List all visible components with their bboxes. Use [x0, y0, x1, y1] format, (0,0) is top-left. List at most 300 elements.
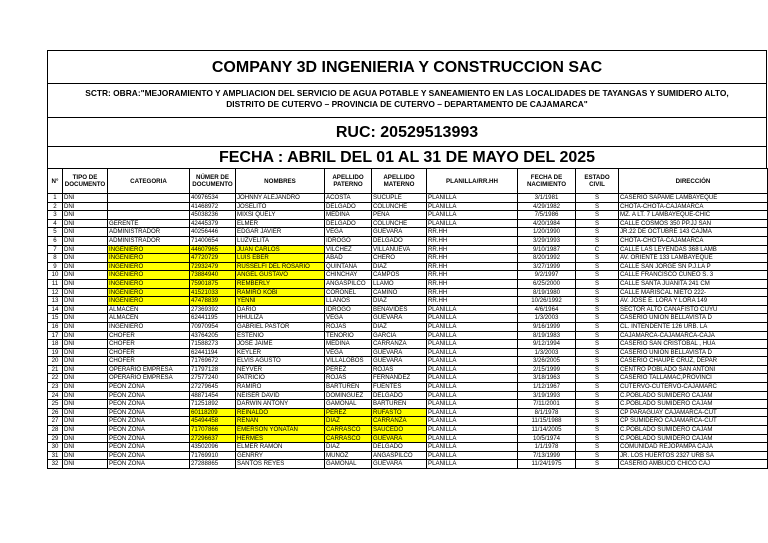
cell-first-names[interactable]: REMBERLY	[236, 279, 325, 288]
cell-civil-status[interactable]: S	[576, 194, 619, 203]
cell-first-names[interactable]: NEISER DAVID	[236, 391, 325, 400]
cell-address[interactable]: C.POBLADO SUMIDERO CAJAM	[619, 426, 768, 435]
cell-doc-type[interactable]: DNI	[63, 357, 108, 366]
cell-civil-status[interactable]: S	[576, 297, 619, 306]
cell-category[interactable]: CHOFER	[108, 357, 190, 366]
cell-address[interactable]: MZ. A LT. 7 LAMBAYEQUE-CHIC	[619, 211, 768, 220]
cell-birth-date[interactable]: 4/6/1964	[518, 305, 576, 314]
cell-address[interactable]: C.POBLADO SUMIDERO CAJAM	[619, 391, 768, 400]
cell-row-number[interactable]: 19	[48, 348, 63, 357]
cell-category[interactable]	[108, 194, 190, 203]
cell-row-number[interactable]: 32	[48, 460, 63, 469]
cell-doc-type[interactable]: DNI	[63, 331, 108, 340]
table-row[interactable]	[48, 202, 768, 211]
cell-civil-status[interactable]: S	[576, 348, 619, 357]
cell-doc-number[interactable]: 27296637	[190, 434, 236, 443]
cell-doc-type[interactable]: DNI	[63, 305, 108, 314]
cell-row-number[interactable]: 23	[48, 383, 63, 392]
cell-birth-date[interactable]: 9/2/1997	[518, 271, 576, 280]
cell-last-name-paternal[interactable]: GAMONAL	[325, 460, 372, 469]
cell-doc-number[interactable]: 71769672	[190, 357, 236, 366]
cell-first-names[interactable]: ELMER	[236, 219, 325, 228]
cell-birth-date[interactable]: 9/16/1999	[518, 322, 576, 331]
cell-payroll[interactable]: PLANILLA	[427, 451, 518, 460]
cell-birth-date[interactable]: 9/12/1994	[518, 340, 576, 349]
cell-address[interactable]: AV. JOSE E. LORA Y LORA 149	[619, 297, 768, 306]
cell-last-name-maternal[interactable]: BARTUREN	[372, 400, 427, 409]
cell-doc-number[interactable]: 71797128	[190, 365, 236, 374]
cell-category[interactable]: PEON ZONA	[108, 451, 190, 460]
cell-civil-status[interactable]: S	[576, 340, 619, 349]
cell-last-name-paternal[interactable]: CHINCHAY	[325, 271, 372, 280]
cell-last-name-maternal[interactable]: GARCIA	[372, 331, 427, 340]
cell-last-name-maternal[interactable]: GUEVARA	[372, 357, 427, 366]
cell-doc-type[interactable]: DNI	[63, 460, 108, 469]
cell-last-name-maternal[interactable]: CARRANZA	[372, 417, 427, 426]
cell-last-name-maternal[interactable]: CARRANZA	[372, 340, 427, 349]
cell-address[interactable]: JR.22 DE OCTUBRE 143 CAJMA	[619, 228, 768, 237]
cell-civil-status[interactable]: C	[576, 245, 619, 254]
cell-doc-number[interactable]: 72932479	[190, 262, 236, 271]
cell-category[interactable]: CHOFER	[108, 340, 190, 349]
cell-first-names[interactable]: ELVIS AGUSTO	[236, 357, 325, 366]
cell-last-name-maternal[interactable]: DIAZ	[372, 262, 427, 271]
col-header[interactable]: FECHA DE NACIMIENTO	[518, 169, 576, 194]
cell-payroll[interactable]: RR.HH	[427, 271, 518, 280]
table-row[interactable]	[48, 365, 768, 374]
cell-doc-type[interactable]: DNI	[63, 211, 108, 220]
cell-civil-status[interactable]: S	[576, 254, 619, 263]
cell-last-name-maternal[interactable]: VILLANUEVA	[372, 245, 427, 254]
cell-last-name-paternal[interactable]: ABAD	[325, 254, 372, 263]
cell-doc-number[interactable]: 40256446	[190, 228, 236, 237]
cell-civil-status[interactable]: S	[576, 331, 619, 340]
col-header[interactable]: N°	[48, 169, 63, 194]
cell-category[interactable]: PEON ZONA	[108, 426, 190, 435]
cell-payroll[interactable]: PLANILLA	[427, 365, 518, 374]
table-row[interactable]	[48, 434, 768, 443]
cell-row-number[interactable]: 25	[48, 400, 63, 409]
cell-last-name-maternal[interactable]: GUEVARA	[372, 460, 427, 469]
cell-address[interactable]: CASERIO TALLAMAC,PROVINCI	[619, 374, 768, 383]
table-row[interactable]	[48, 271, 768, 280]
cell-doc-type[interactable]: DNI	[63, 279, 108, 288]
cell-last-name-maternal[interactable]: COLUNCHE	[372, 219, 427, 228]
cell-birth-date[interactable]: 2/15/1999	[518, 365, 576, 374]
cell-address[interactable]: AV. ORIENTE 133 LAMBAYEQUE	[619, 254, 768, 263]
cell-last-name-paternal[interactable]: BARTUREN	[325, 383, 372, 392]
cell-first-names[interactable]: KEYLER	[236, 348, 325, 357]
table-row[interactable]	[48, 400, 768, 409]
cell-civil-status[interactable]: S	[576, 357, 619, 366]
cell-first-names[interactable]: GENRRY	[236, 451, 325, 460]
cell-last-name-paternal[interactable]: TENORIO	[325, 331, 372, 340]
cell-first-names[interactable]: RAMIRO	[236, 383, 325, 392]
cell-doc-type[interactable]: DNI	[63, 365, 108, 374]
cell-category[interactable]: ALMACEN	[108, 314, 190, 323]
cell-last-name-paternal[interactable]: ANGASPILCO	[325, 279, 372, 288]
cell-birth-date[interactable]: 4/20/1984	[518, 219, 576, 228]
cell-last-name-maternal[interactable]: FUENTES	[372, 383, 427, 392]
cell-first-names[interactable]: LUIS EBER	[236, 254, 325, 263]
cell-last-name-paternal[interactable]: DELGADO	[325, 219, 372, 228]
cell-doc-type[interactable]: DNI	[63, 297, 108, 306]
cell-last-name-paternal[interactable]: GAMONAL	[325, 400, 372, 409]
cell-category[interactable]: PEON ZONA	[108, 460, 190, 469]
cell-address[interactable]: CASERIO UNION BELLAVISTA D	[619, 348, 768, 357]
cell-doc-number[interactable]: 71251892	[190, 400, 236, 409]
cell-address[interactable]: CASERIO SAN CRISTOBAL , HUA	[619, 340, 768, 349]
cell-row-number[interactable]: 28	[48, 426, 63, 435]
cell-address[interactable]: COMUNIDAD REJOPAMPA CAJA	[619, 443, 768, 452]
cell-address[interactable]: CUTERVO-CUTERVO-CAJAMARC	[619, 383, 768, 392]
cell-doc-type[interactable]: DNI	[63, 374, 108, 383]
cell-address[interactable]: CASERIO AMBUCO CHICO CAJ	[619, 460, 768, 469]
table-row[interactable]	[48, 211, 768, 220]
cell-category[interactable]: PEON ZONA	[108, 408, 190, 417]
cell-civil-status[interactable]: S	[576, 434, 619, 443]
cell-payroll[interactable]: PLANILLA	[427, 202, 518, 211]
cell-first-names[interactable]: ESTENIO	[236, 331, 325, 340]
col-header[interactable]: NÚMER DE DOCUMENTO	[190, 169, 236, 194]
cell-last-name-paternal[interactable]: VEGA	[325, 348, 372, 357]
cell-first-names[interactable]: MIXSI QUELY	[236, 211, 325, 220]
cell-birth-date[interactable]: 4/29/1982	[518, 202, 576, 211]
cell-civil-status[interactable]: S	[576, 314, 619, 323]
cell-civil-status[interactable]: S	[576, 443, 619, 452]
cell-doc-type[interactable]: DNI	[63, 262, 108, 271]
cell-birth-date[interactable]: 3/27/1999	[518, 262, 576, 271]
cell-birth-date[interactable]: 1/3/2003	[518, 348, 576, 357]
cell-category[interactable]: PEON ZONA	[108, 391, 190, 400]
cell-row-number[interactable]: 31	[48, 451, 63, 460]
cell-doc-number[interactable]: 43502096	[190, 443, 236, 452]
table-row[interactable]	[48, 460, 768, 469]
table-row[interactable]	[48, 357, 768, 366]
cell-doc-number[interactable]: 62441194	[190, 348, 236, 357]
cell-payroll[interactable]: PLANILLA	[427, 340, 518, 349]
cell-last-name-paternal[interactable]: VEGA	[325, 228, 372, 237]
cell-payroll[interactable]: PLANILLA	[427, 460, 518, 469]
cell-category[interactable]	[108, 211, 190, 220]
cell-last-name-maternal[interactable]: RUFASTO	[372, 408, 427, 417]
col-header[interactable]: APELLIDO PATERNO	[325, 169, 372, 194]
table-row[interactable]	[48, 279, 768, 288]
cell-birth-date[interactable]: 9/10/1987	[518, 245, 576, 254]
cell-doc-number[interactable]: 47478839	[190, 297, 236, 306]
cell-category[interactable]: PEON ZONA	[108, 400, 190, 409]
cell-payroll[interactable]: PLANILLA	[427, 194, 518, 203]
table-row[interactable]	[48, 391, 768, 400]
cell-first-names[interactable]: HERMES	[236, 434, 325, 443]
cell-last-name-paternal[interactable]: DIAZ	[325, 443, 372, 452]
cell-first-names[interactable]: JOSE JAIME	[236, 340, 325, 349]
cell-payroll[interactable]: PLANILLA	[427, 391, 518, 400]
cell-address[interactable]: CASERIO SAPAME LAMBAYEQUE	[619, 194, 768, 203]
col-header[interactable]: CATEGORIA	[108, 169, 190, 194]
col-header[interactable]: APELLIDO MATERNO	[372, 169, 427, 194]
cell-civil-status[interactable]: S	[576, 219, 619, 228]
cell-birth-date[interactable]: 3/29/1993	[518, 236, 576, 245]
cell-category[interactable]: INGENIERO	[108, 297, 190, 306]
cell-doc-number[interactable]: 27369392	[190, 305, 236, 314]
table-row[interactable]	[48, 219, 768, 228]
cell-payroll[interactable]: PLANILLA	[427, 211, 518, 220]
cell-payroll[interactable]: PLANILLA	[427, 331, 518, 340]
cell-last-name-paternal[interactable]: LLANOS	[325, 297, 372, 306]
cell-address[interactable]: C.POBLADO SUMIDERO CAJAM	[619, 434, 768, 443]
cell-first-names[interactable]: DARIO	[236, 305, 325, 314]
cell-last-name-paternal[interactable]: DELGADO	[325, 202, 372, 211]
cell-category[interactable]: INGENIERO	[108, 322, 190, 331]
cell-doc-type[interactable]: DNI	[63, 271, 108, 280]
cell-birth-date[interactable]: 8/19/1980	[518, 288, 576, 297]
cell-doc-number[interactable]: 27279645	[190, 383, 236, 392]
cell-civil-status[interactable]: S	[576, 262, 619, 271]
cell-category[interactable]: PEON ZONA	[108, 417, 190, 426]
cell-last-name-maternal[interactable]: DELGADO	[372, 391, 427, 400]
cell-category[interactable]: OPERARIO EMPRESA	[108, 365, 190, 374]
cell-doc-number[interactable]: 45038236	[190, 211, 236, 220]
col-header[interactable]: TIPO DE DOCUMENTO	[63, 169, 108, 194]
cell-birth-date[interactable]: 1/3/2003	[518, 314, 576, 323]
cell-doc-type[interactable]: DNI	[63, 451, 108, 460]
cell-address[interactable]: CHOTA-CHOTA-CAJAMARCA	[619, 202, 768, 211]
cell-civil-status[interactable]: S	[576, 391, 619, 400]
cell-last-name-maternal[interactable]: ROJAS	[372, 365, 427, 374]
cell-birth-date[interactable]: 6/25/2000	[518, 279, 576, 288]
table-row[interactable]	[48, 288, 768, 297]
cell-address[interactable]: CALLE FRANCISCO CUNEO S. 3	[619, 271, 768, 280]
cell-payroll[interactable]: PLANILLA	[427, 417, 518, 426]
cell-doc-type[interactable]: DNI	[63, 219, 108, 228]
cell-doc-type[interactable]: DNI	[63, 245, 108, 254]
cell-row-number[interactable]: 14	[48, 305, 63, 314]
cell-doc-number[interactable]: 27577240	[190, 374, 236, 383]
cell-row-number[interactable]: 2	[48, 202, 63, 211]
cell-doc-number[interactable]: 73884940	[190, 271, 236, 280]
cell-doc-number[interactable]: 75901875	[190, 279, 236, 288]
cell-civil-status[interactable]: S	[576, 305, 619, 314]
cell-doc-number[interactable]: 41468972	[190, 202, 236, 211]
cell-last-name-paternal[interactable]: VEGA	[325, 314, 372, 323]
cell-row-number[interactable]: 20	[48, 357, 63, 366]
table-row[interactable]	[48, 254, 768, 263]
cell-payroll[interactable]: PLANILLA	[427, 305, 518, 314]
cell-address[interactable]: CALLE COSMOS 350 PP.JJ SAN	[619, 219, 768, 228]
cell-civil-status[interactable]: S	[576, 211, 619, 220]
cell-first-names[interactable]: RAMIRO KOBI	[236, 288, 325, 297]
cell-row-number[interactable]: 16	[48, 322, 63, 331]
cell-address[interactable]: CP PARAGUAY CAJAMARCA-CUT	[619, 408, 768, 417]
cell-row-number[interactable]: 8	[48, 254, 63, 263]
cell-row-number[interactable]: 1	[48, 194, 63, 203]
table-row[interactable]	[48, 194, 768, 203]
cell-first-names[interactable]: SANTOS REYES	[236, 460, 325, 469]
cell-first-names[interactable]: GABRIEL PASTOR	[236, 322, 325, 331]
cell-row-number[interactable]: 4	[48, 219, 63, 228]
cell-doc-type[interactable]: DNI	[63, 314, 108, 323]
cell-first-names[interactable]: REINALDO	[236, 408, 325, 417]
cell-doc-type[interactable]: DNI	[63, 202, 108, 211]
cell-civil-status[interactable]: S	[576, 271, 619, 280]
cell-row-number[interactable]: 22	[48, 374, 63, 383]
table-row[interactable]	[48, 331, 768, 340]
cell-birth-date[interactable]: 3/1/1981	[518, 194, 576, 203]
cell-birth-date[interactable]: 3/26/2005	[518, 357, 576, 366]
cell-doc-type[interactable]: DNI	[63, 236, 108, 245]
cell-row-number[interactable]: 26	[48, 408, 63, 417]
cell-last-name-maternal[interactable]: GUEVARA	[372, 434, 427, 443]
col-header[interactable]: DIRECCIÓN	[619, 169, 768, 194]
cell-payroll[interactable]: RR.HH	[427, 262, 518, 271]
cell-civil-status[interactable]: S	[576, 451, 619, 460]
cell-address[interactable]: SECTOR ALTO CAÑAFISTO CUYU	[619, 305, 768, 314]
cell-row-number[interactable]: 11	[48, 279, 63, 288]
cell-row-number[interactable]: 13	[48, 297, 63, 306]
cell-doc-number[interactable]: 60118209	[190, 408, 236, 417]
cell-doc-number[interactable]: 27288865	[190, 460, 236, 469]
cell-last-name-paternal[interactable]: PEREZ	[325, 408, 372, 417]
cell-category[interactable]	[108, 202, 190, 211]
cell-birth-date[interactable]: 1/20/1990	[518, 228, 576, 237]
cell-category[interactable]: OPERARIO EMPRESA	[108, 374, 190, 383]
cell-doc-type[interactable]: DNI	[63, 340, 108, 349]
cell-civil-status[interactable]: S	[576, 288, 619, 297]
cell-last-name-paternal[interactable]: VILCHEZ	[325, 245, 372, 254]
cell-payroll[interactable]: RR.HH	[427, 236, 518, 245]
cell-payroll[interactable]: PLANILLA	[427, 322, 518, 331]
cell-first-names[interactable]: PATRICIO	[236, 374, 325, 383]
cell-last-name-paternal[interactable]: ACOSTA	[325, 194, 372, 203]
cell-civil-status[interactable]: S	[576, 417, 619, 426]
table-row[interactable]	[48, 322, 768, 331]
cell-last-name-maternal[interactable]: SAUCEDO	[372, 426, 427, 435]
cell-category[interactable]: PEON ZONA	[108, 434, 190, 443]
cell-address[interactable]: CL. INTENDENTE 126 URB. LA	[619, 322, 768, 331]
cell-address[interactable]: CALLE LAS LEYENDAS 368 LAMB	[619, 245, 768, 254]
cell-doc-number[interactable]: 43764205	[190, 331, 236, 340]
cell-category[interactable]: ADMINISTRADOR	[108, 236, 190, 245]
cell-civil-status[interactable]: S	[576, 383, 619, 392]
table-row[interactable]	[48, 426, 768, 435]
cell-row-number[interactable]: 7	[48, 245, 63, 254]
cell-payroll[interactable]: PLANILLA	[427, 219, 518, 228]
cell-civil-status[interactable]: S	[576, 202, 619, 211]
cell-category[interactable]: CHOFER	[108, 348, 190, 357]
cell-category[interactable]: INGENIERO	[108, 288, 190, 297]
cell-doc-number[interactable]: 70970954	[190, 322, 236, 331]
cell-payroll[interactable]: RR.HH	[427, 228, 518, 237]
cell-last-name-paternal[interactable]: VILLALOBOS	[325, 357, 372, 366]
cell-category[interactable]: ALMACEN	[108, 305, 190, 314]
cell-birth-date[interactable]: 3/18/1963	[518, 374, 576, 383]
col-header[interactable]: PLANILLA/RR.HH	[427, 169, 518, 194]
table-row[interactable]	[48, 443, 768, 452]
cell-last-name-paternal[interactable]: DOMINGUEZ	[325, 391, 372, 400]
cell-doc-type[interactable]: DNI	[63, 348, 108, 357]
cell-category[interactable]: INGENIERO	[108, 271, 190, 280]
cell-payroll[interactable]: PLANILLA	[427, 374, 518, 383]
cell-category[interactable]: INGENIERO	[108, 245, 190, 254]
table-row[interactable]	[48, 374, 768, 383]
cell-birth-date[interactable]: 3/19/1993	[518, 391, 576, 400]
cell-last-name-maternal[interactable]: GUEVARA	[372, 348, 427, 357]
table-row[interactable]	[48, 417, 768, 426]
cell-last-name-paternal[interactable]: DIAZ	[325, 417, 372, 426]
cell-row-number[interactable]: 21	[48, 365, 63, 374]
cell-doc-number[interactable]: 71707866	[190, 426, 236, 435]
cell-doc-number[interactable]: 71400654	[190, 236, 236, 245]
cell-last-name-maternal[interactable]: BENAVIDES	[372, 305, 427, 314]
cell-row-number[interactable]: 9	[48, 262, 63, 271]
cell-last-name-maternal[interactable]: DELGADO	[372, 236, 427, 245]
cell-address[interactable]: CENTRO POBLADO SAN ANTONI	[619, 365, 768, 374]
cell-doc-type[interactable]: DNI	[63, 383, 108, 392]
cell-doc-type[interactable]: DNI	[63, 194, 108, 203]
cell-first-names[interactable]: RENAN	[236, 417, 325, 426]
cell-last-name-paternal[interactable]: MEDINA	[325, 340, 372, 349]
cell-last-name-paternal[interactable]: CORONEL	[325, 288, 372, 297]
table-row[interactable]	[48, 348, 768, 357]
cell-birth-date[interactable]: 8/1/1978	[518, 408, 576, 417]
table-row[interactable]	[48, 236, 768, 245]
cell-doc-number[interactable]: 40976534	[190, 194, 236, 203]
cell-row-number[interactable]: 5	[48, 228, 63, 237]
cell-doc-type[interactable]: DNI	[63, 426, 108, 435]
cell-category[interactable]: PEON ZONA	[108, 443, 190, 452]
cell-address[interactable]: CASERIO CHAUPE CRUZ, DEPAR	[619, 357, 768, 366]
table-row[interactable]	[48, 228, 768, 237]
cell-last-name-maternal[interactable]: SUCUPLE	[372, 194, 427, 203]
cell-payroll[interactable]: RR.HH	[427, 245, 518, 254]
cell-category[interactable]: GERENTE	[108, 219, 190, 228]
cell-doc-type[interactable]: DNI	[63, 400, 108, 409]
cell-doc-number[interactable]: 62441195	[190, 314, 236, 323]
cell-doc-type[interactable]: DNI	[63, 228, 108, 237]
cell-last-name-maternal[interactable]: DELGADO	[372, 443, 427, 452]
cell-row-number[interactable]: 10	[48, 271, 63, 280]
cell-first-names[interactable]: DARWIN ANTONY	[236, 400, 325, 409]
table-row[interactable]	[48, 408, 768, 417]
cell-first-names[interactable]: HHULIZA	[236, 314, 325, 323]
cell-civil-status[interactable]: S	[576, 400, 619, 409]
cell-birth-date[interactable]: 11/24/1975	[518, 460, 576, 469]
cell-category[interactable]: CHOFER	[108, 331, 190, 340]
cell-last-name-maternal[interactable]: DIAZ	[372, 322, 427, 331]
cell-address[interactable]: CALLE SAN JORGE SN P.J.LA P	[619, 262, 768, 271]
cell-row-number[interactable]: 30	[48, 443, 63, 452]
cell-payroll[interactable]: PLANILLA	[427, 443, 518, 452]
cell-last-name-maternal[interactable]: ANGASPILCO	[372, 451, 427, 460]
table-row[interactable]	[48, 262, 768, 271]
cell-payroll[interactable]: PLANILLA	[427, 426, 518, 435]
cell-last-name-maternal[interactable]: PEÑA	[372, 211, 427, 220]
table-row[interactable]	[48, 245, 768, 254]
cell-payroll[interactable]: PLANILLA	[427, 408, 518, 417]
cell-civil-status[interactable]: S	[576, 236, 619, 245]
cell-address[interactable]: CAJAMARCA-CAJAMARCA-CAJA	[619, 331, 768, 340]
cell-doc-type[interactable]: DNI	[63, 322, 108, 331]
table-row[interactable]	[48, 340, 768, 349]
cell-birth-date[interactable]: 1/1/1978	[518, 443, 576, 452]
cell-doc-type[interactable]: DNI	[63, 254, 108, 263]
cell-last-name-maternal[interactable]: DIAZ	[372, 297, 427, 306]
cell-last-name-maternal[interactable]: COLUNCHE	[372, 202, 427, 211]
cell-last-name-paternal[interactable]: ROJAS	[325, 322, 372, 331]
cell-category[interactable]: INGENIERO	[108, 254, 190, 263]
cell-first-names[interactable]: ELMER RAMON	[236, 443, 325, 452]
